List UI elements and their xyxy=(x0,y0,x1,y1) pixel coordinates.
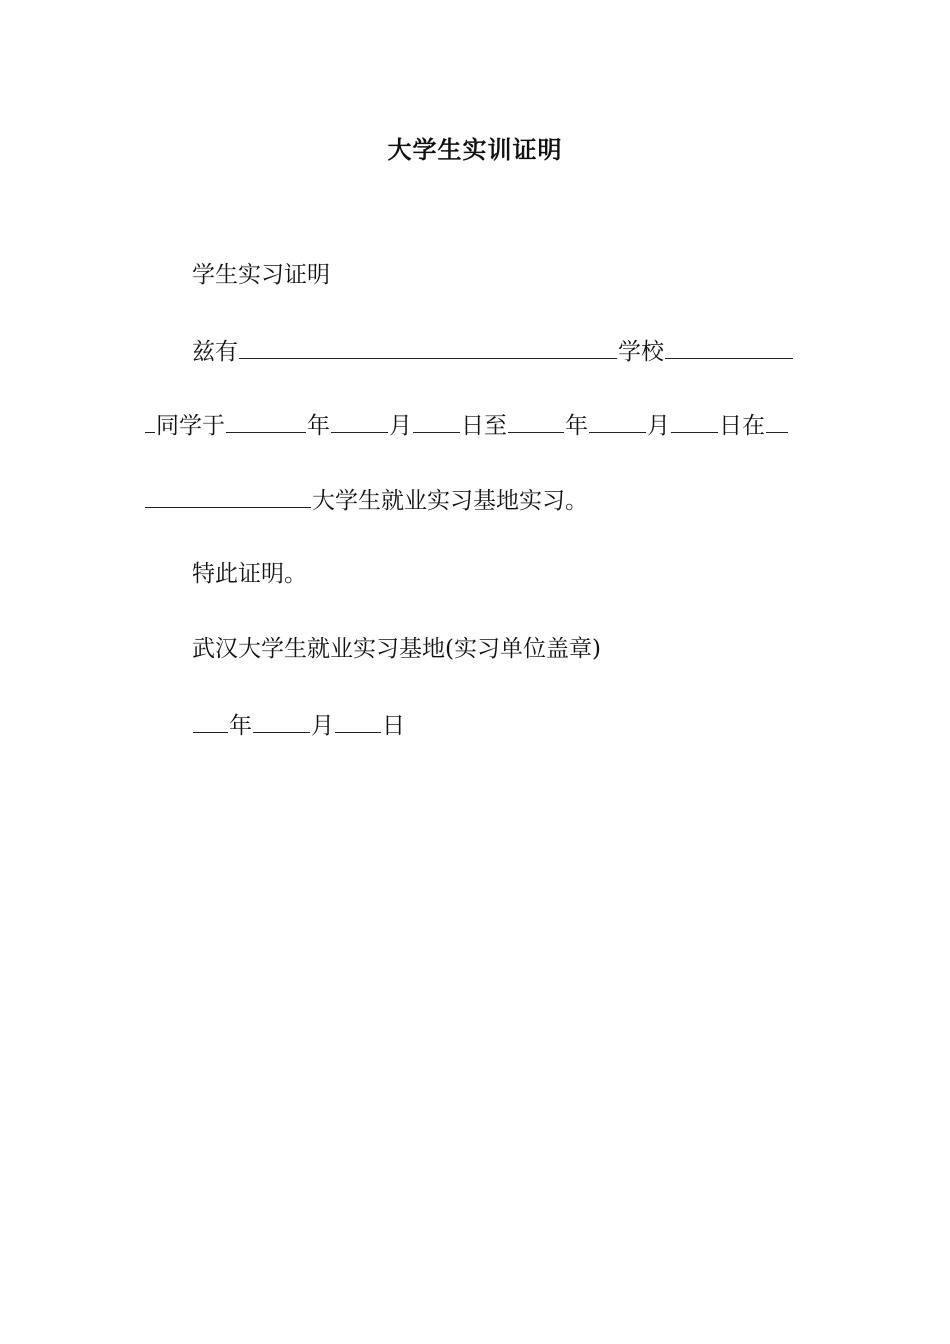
sign-day-blank xyxy=(335,708,381,733)
place-blank xyxy=(766,408,788,433)
school-blank-cont xyxy=(145,408,155,433)
document-title: 大学生实训证明 xyxy=(387,135,563,164)
section-heading: 学生实习证明 xyxy=(192,262,330,288)
end-day-blank xyxy=(671,408,718,433)
year-text-2: 年 xyxy=(565,413,588,439)
place-blank-cont xyxy=(145,483,311,508)
closing-text: 特此证明。 xyxy=(192,561,307,587)
school-blank xyxy=(665,334,793,359)
signature-text: 武汉大学生就业实习基地(实习单位盖章) xyxy=(192,636,601,662)
prefix-text: 兹有 xyxy=(192,339,238,365)
month-text-1: 月 xyxy=(389,413,412,439)
name-blank xyxy=(239,334,617,359)
day-to-text: 日至 xyxy=(461,413,507,439)
start-year-blank xyxy=(226,408,306,433)
end-year-blank xyxy=(508,408,564,433)
body-line-2 xyxy=(144,408,789,442)
sign-month-blank xyxy=(253,708,310,733)
start-month-blank xyxy=(331,408,388,433)
body-line-3 xyxy=(144,483,588,517)
year-text-1: 年 xyxy=(307,413,330,439)
sign-month-text: 月 xyxy=(311,713,334,739)
end-month-blank xyxy=(589,408,646,433)
sign-year-text: 年 xyxy=(229,713,252,739)
base-text: 大学生就业实习基地实习。 xyxy=(312,488,588,514)
start-day-blank xyxy=(413,408,460,433)
sign-year-blank xyxy=(193,708,228,733)
sign-day-text: 日 xyxy=(382,713,405,739)
school-text: 学校 xyxy=(618,339,664,365)
body-line-1 xyxy=(192,334,794,368)
month-text-2: 月 xyxy=(647,413,670,439)
day-at-text: 日在 xyxy=(719,413,765,439)
date-line xyxy=(192,708,405,742)
classmate-text: 同学于 xyxy=(156,413,225,439)
